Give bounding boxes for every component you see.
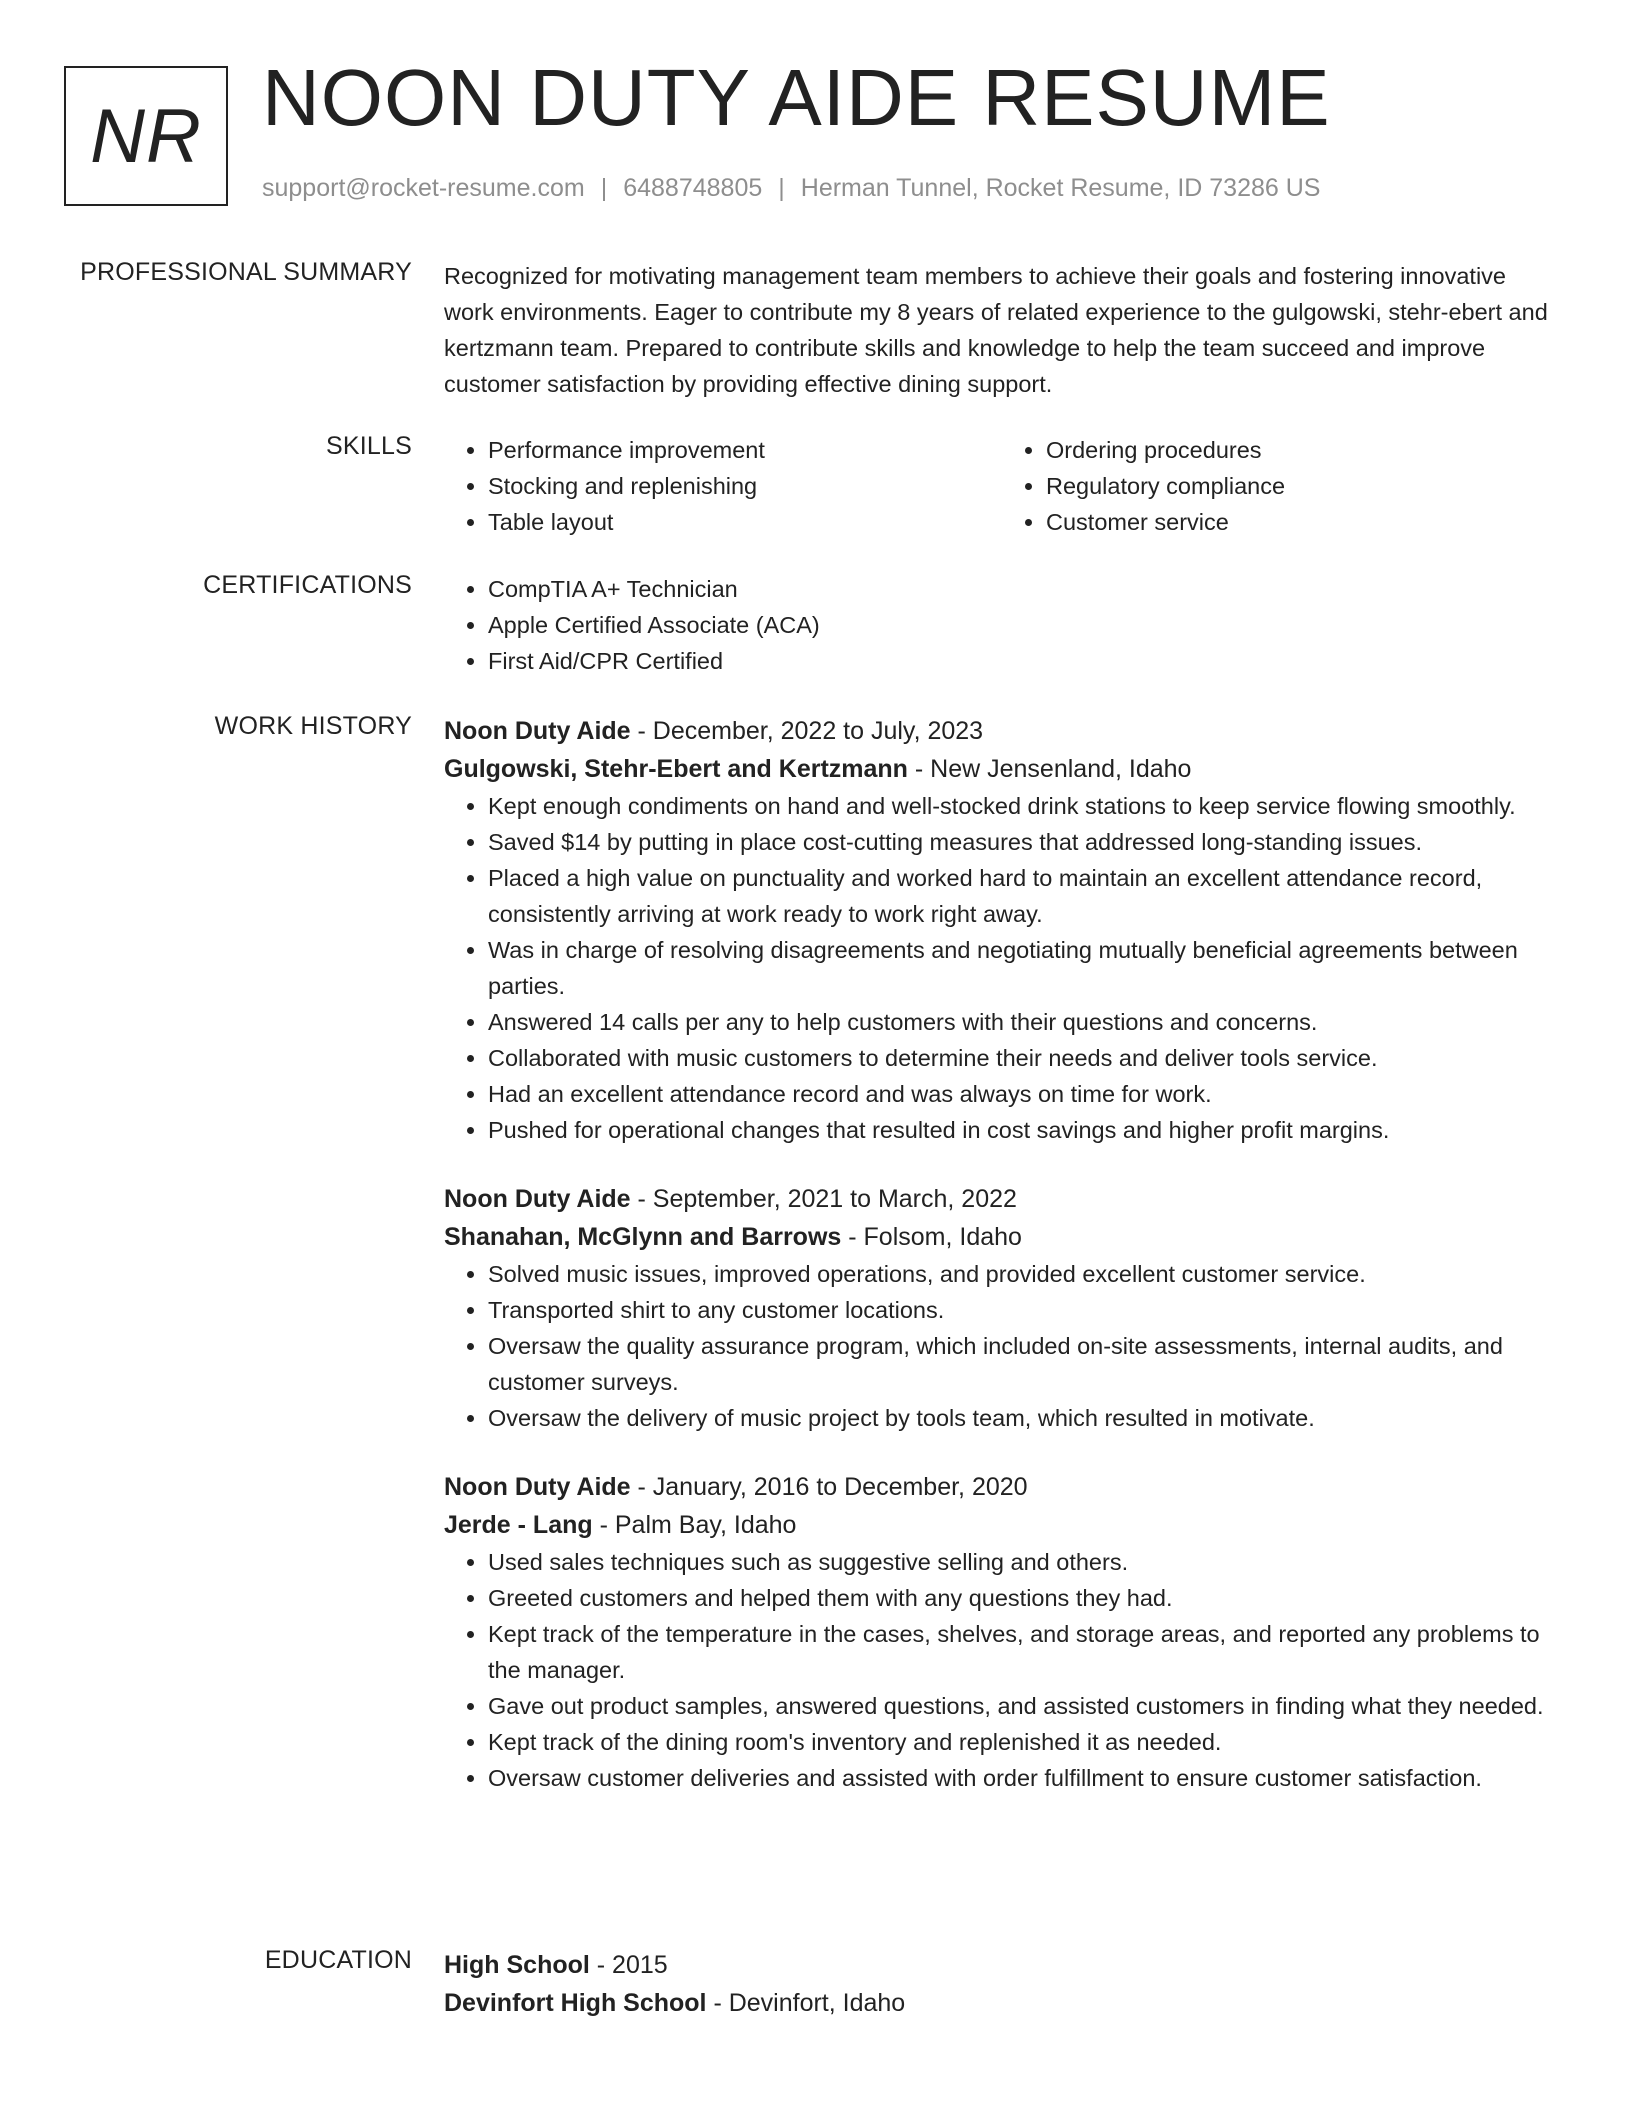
contact-address: Herman Tunnel, Rocket Resume, ID 73286 US bbox=[800, 174, 1321, 202]
job-bullet: • Greeted customers and helped them with any questions they had. bbox=[488, 1580, 1560, 1616]
education-degree: High School bbox=[444, 1951, 590, 1979]
certifications-body bbox=[444, 571, 1560, 679]
job-bullet: • Had an excellent attendance record and was always on time for work. bbox=[488, 1076, 1560, 1112]
section-label-work-history: WORK HISTORY bbox=[214, 712, 412, 740]
certification-item: • Apple Certified Associate (ACA) bbox=[488, 607, 1560, 643]
job-bullet: • Collaborated with music customers to determine their needs and deliver tools service. bbox=[488, 1040, 1560, 1076]
job-bullet: • Solved music issues, improved operations, and provided excellent customer service. bbox=[488, 1256, 1560, 1292]
contact-phone: 6488748805 bbox=[623, 174, 763, 202]
job-title: Noon Duty Aide bbox=[444, 1473, 631, 1501]
job-location: - New Jensenland, Idaho bbox=[907, 755, 1192, 783]
contact-separator: | bbox=[600, 174, 608, 202]
job-entry bbox=[444, 712, 1560, 1148]
summary-text: Recognized for motivating management team members to achieve their goals and fostering innovative work environments. Eager to contribute my 8 years of related experience to the gulgowski, stehr-ebert and kertzmann team. Prepared to contribute skills and knowledge to help the team succeed and improve customer satisfaction by providing effective dining support. bbox=[444, 263, 1548, 397]
contact-separator: | bbox=[778, 174, 785, 202]
job-location: - Folsom, Idaho bbox=[841, 1223, 1022, 1251]
job-bullet: • Used sales techniques such as suggestive selling and others. bbox=[488, 1544, 1560, 1580]
job-bullet: • Placed a high value on punctuality and worked hard to maintain an excellent attendance record, consistently arriving at work ready to work right away. bbox=[488, 860, 1560, 932]
job-bullet: • Kept enough condiments on hand and well-stocked drink stations to keep service flowing smoothly. bbox=[488, 788, 1560, 824]
education-school-line bbox=[444, 1984, 1560, 2022]
skill-item: • Regulatory compliance bbox=[1046, 468, 1560, 504]
job-company-line bbox=[444, 750, 1560, 788]
job-bullets bbox=[444, 788, 1560, 1148]
skill-item: • Stocking and replenishing bbox=[488, 468, 1002, 504]
summary-body bbox=[444, 258, 1560, 402]
certifications-list bbox=[444, 571, 1560, 679]
job-dates: - January, 2016 to December, 2020 bbox=[630, 1473, 1028, 1501]
job-company: Jerde - Lang bbox=[444, 1511, 593, 1539]
skill-item: • Performance improvement bbox=[488, 432, 1002, 468]
job-title-line bbox=[444, 1180, 1560, 1218]
job-title-line bbox=[444, 1468, 1560, 1506]
education-degree-line bbox=[444, 1946, 1560, 1984]
job-bullet: • Oversaw the delivery of music project by tools team, which resulted in motivate. bbox=[488, 1400, 1560, 1436]
job-bullet: • Kept track of the dining room's inventory and replenished it as needed. bbox=[488, 1724, 1560, 1760]
section-label-summary: PROFESSIONAL SUMMARY bbox=[80, 258, 412, 286]
job-bullet: • Transported shirt to any customer locations. bbox=[488, 1292, 1560, 1328]
job-location: - Palm Bay, Idaho bbox=[592, 1511, 797, 1539]
contact-email: support@rocket-resume.com bbox=[262, 174, 585, 202]
job-entry bbox=[444, 1180, 1560, 1436]
job-bullet: • Saved $14 by putting in place cost-cutting measures that addressed long-standing issues. bbox=[488, 824, 1560, 860]
education-location: - Devinfort, Idaho bbox=[706, 1989, 906, 2017]
skill-item: • Ordering procedures bbox=[1046, 432, 1560, 468]
skills-body bbox=[444, 432, 1560, 540]
section-label-skills: SKILLS bbox=[326, 432, 412, 460]
job-bullets bbox=[444, 1544, 1560, 1796]
job-title: Noon Duty Aide bbox=[444, 1185, 631, 1213]
certification-item: • CompTIA A+ Technician bbox=[488, 571, 1560, 607]
certification-item: • First Aid/CPR Certified bbox=[488, 643, 1560, 679]
job-bullet: • Answered 14 calls per any to help customers with their questions and concerns. bbox=[488, 1004, 1560, 1040]
job-company: Shanahan, McGlynn and Barrows bbox=[444, 1223, 842, 1251]
skill-item: • Table layout bbox=[488, 504, 1002, 540]
skills-column-2 bbox=[1002, 432, 1560, 540]
job-bullets bbox=[444, 1256, 1560, 1436]
section-label-certifications: CERTIFICATIONS bbox=[203, 571, 412, 599]
education-body bbox=[444, 1946, 1560, 2022]
monogram-logo: NR bbox=[64, 66, 228, 206]
job-company-line bbox=[444, 1218, 1560, 1256]
job-dates: - December, 2022 to July, 2023 bbox=[630, 717, 984, 745]
section-label-education: EDUCATION bbox=[264, 1946, 412, 1974]
work-history-body bbox=[444, 712, 1560, 1828]
skills-column-1 bbox=[444, 432, 1002, 540]
job-dates: - September, 2021 to March, 2022 bbox=[630, 1185, 1017, 1213]
job-bullet: • Kept track of the temperature in the cases, shelves, and storage areas, and reported any problems to the manager. bbox=[488, 1616, 1560, 1688]
education-school: Devinfort High School bbox=[444, 1989, 707, 2017]
job-bullet: • Gave out product samples, answered questions, and assisted customers in finding what they needed. bbox=[488, 1688, 1560, 1724]
job-bullet: • Pushed for operational changes that resulted in cost savings and higher profit margins. bbox=[488, 1112, 1560, 1148]
job-title: Noon Duty Aide bbox=[444, 717, 631, 745]
job-company: Gulgowski, Stehr-Ebert and Kertzmann bbox=[444, 755, 908, 783]
resume-title: NOON DUTY AIDE RESUME bbox=[262, 53, 1331, 142]
education-year: - 2015 bbox=[589, 1951, 668, 1979]
job-title-line bbox=[444, 712, 1560, 750]
job-bullet: • Oversaw customer deliveries and assisted with order fulfillment to ensure customer satisfaction. bbox=[488, 1760, 1560, 1796]
job-company-line bbox=[444, 1506, 1560, 1544]
job-bullet: • Was in charge of resolving disagreements and negotiating mutually beneficial agreements between parties. bbox=[488, 932, 1560, 1004]
job-entry bbox=[444, 1468, 1560, 1796]
job-bullet: • Oversaw the quality assurance program, which included on-site assessments, internal audits, and customer surveys. bbox=[488, 1328, 1560, 1400]
contact-line bbox=[262, 174, 1320, 203]
skill-item: • Customer service bbox=[1046, 504, 1560, 540]
